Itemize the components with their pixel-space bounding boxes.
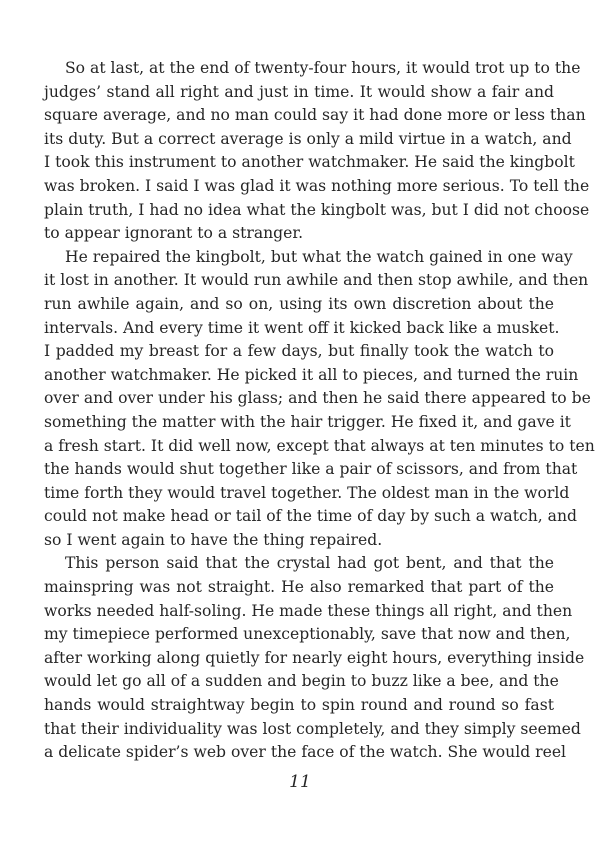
text-line: could not make head or tail of the time of day by such a watch, and <box>44 507 577 526</box>
paragraph <box>44 57 590 246</box>
text-line: a fresh start. It did well now, except that always at ten minutes to ten <box>44 436 595 455</box>
text-line: the hands would shut together like a pair of scissors, and from that <box>44 460 578 479</box>
text-line: was broken. I said I was glad it was nothing more serious. To tell the <box>44 176 590 195</box>
text-line: it lost in another. It would run awhile and then stop awhile, and then <box>44 271 589 290</box>
text-line: run awhile again, and so on, using its own discretion about the <box>44 294 554 313</box>
text-line: to appear ignorant to a stranger. <box>44 224 304 243</box>
text-line: He repaired the kingbolt, but what the watch gained in one way <box>65 247 573 266</box>
text-line: a delicate spider’s web over the face of the watch. She would reel <box>44 743 567 762</box>
page-number: 11 <box>289 772 311 792</box>
text-line: something the matter with the hair trigger. He fixed it, and gave it <box>44 412 571 431</box>
paragraph <box>44 552 585 764</box>
text-line: This person said that the crystal had got bent, and that the <box>65 554 554 573</box>
page-body <box>44 57 595 765</box>
text-line: judges’ stand all right and just in time. It would show a fair and <box>44 82 554 101</box>
text-line: after working along quietly for nearly eight hours, everything inside <box>44 648 585 667</box>
text-line: hands would straightway begin to spin round and round so fast <box>44 696 554 715</box>
text-line: I padded my breast for a few days, but finally took the watch to <box>44 342 554 361</box>
text-line: works needed half-soling. He made these things all right, and then <box>44 601 573 620</box>
text-line: over and over under his glass; and then he said there appeared to be <box>44 389 591 408</box>
text-line: my timepiece performed unexceptionably, save that now and then, <box>44 625 571 644</box>
text-line: plain truth, I had no idea what the kingbolt was, but I did not choose <box>44 200 590 219</box>
text-line: its duty. But a correct average is only a mild virtue in a watch, and <box>44 129 572 148</box>
text-line: so I went again to have the thing repaired. <box>44 530 383 549</box>
text-line: that their individuality was lost completely, and they simply seemed <box>44 719 581 738</box>
text-line: would let go all of a sudden and begin to buzz like a bee, and the <box>44 672 559 691</box>
text-line: square average, and no man could say it had done more or less than <box>44 106 586 125</box>
text-line: So at last, at the end of twenty-four hours, it would trot up to the <box>65 59 581 77</box>
text-line: intervals. And every time it went off it kicked back like a musket. <box>44 318 560 337</box>
text-line: mainspring was not straight. He also remarked that part of the <box>44 578 554 597</box>
text-line: another watchmaker. He picked it all to pieces, and turned the ruin <box>44 365 579 384</box>
text-line: time forth they would travel together. The oldest man in the world <box>44 483 570 502</box>
text-line: I took this instrument to another watchmaker. He said the kingbolt <box>44 153 575 172</box>
paragraph <box>44 246 595 553</box>
